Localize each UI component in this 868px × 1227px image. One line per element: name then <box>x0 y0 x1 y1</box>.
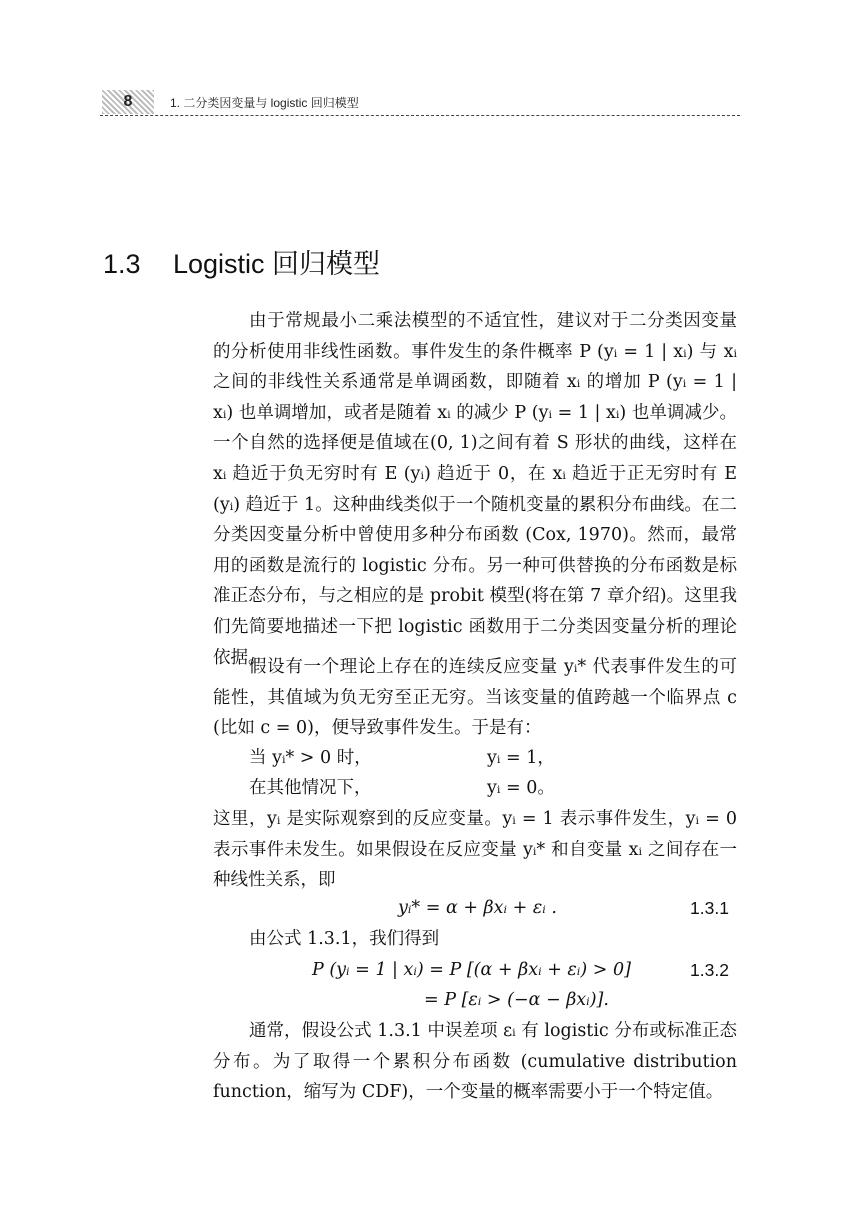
condition-case-2: 在其他情况下， <box>249 778 372 798</box>
running-title: 1. 二分类因变量与 logistic 回归模型 <box>170 96 359 110</box>
paragraph-from-formula: 由公式 1.3.1，我们得到 <box>249 929 440 949</box>
equation-number-1-3-1: 1.3.1 <box>690 898 729 918</box>
condition-case-1: 当 yᵢ* > 0 时， <box>249 748 372 768</box>
paragraph-observed-variable: 这里，yᵢ 是实际观察到的反应变量。yᵢ = 1 表示事件发生，yᵢ = 0 表示事件未发生。如果假设在反应变量 yᵢ* 和自变量 xᵢ 之间存在一种线性关系，即 <box>213 809 737 891</box>
running-header <box>100 88 740 118</box>
header-rule <box>100 115 740 116</box>
page-number: 8 <box>102 90 154 114</box>
section-title: Logistic 回归模型 <box>173 249 381 279</box>
section-number: 1.3 <box>103 249 141 279</box>
equation-1-3-2-continued: = P [εᵢ > (−α − βxᵢ)]. <box>424 990 609 1010</box>
equation-1-3-2: P (yᵢ = 1 | xᵢ) = P [(α + βxᵢ + εᵢ) > 0] <box>312 960 631 980</box>
section-heading <box>103 244 380 284</box>
equation-1-3-1: yᵢ* = α + βxᵢ + εᵢ . <box>398 898 557 918</box>
condition-result-2: yᵢ = 0。 <box>487 778 555 798</box>
paragraph-error-distribution: 通常，假设公式 1.3.1 中误差项 εᵢ 有 logistic 分布或标准正态分布。为了取得一个累积分布函数 (cumulative distribution function，缩写为 CDF)，一个变量的概率需要小于一个特定值。 <box>213 1021 737 1103</box>
paragraph-intro: 由于常规最小二乘法模型的不适宜性，建议对于二分类因变量的分析使用非线性函数。事件发生的条件概率 P (yᵢ = 1 | xᵢ) 与 xᵢ 之间的非线性关系通常是单调函数，即随着 xᵢ 的增加 P (yᵢ = 1 | xᵢ) 也单调增加，或者是随着 xᵢ 的减少 P (yᵢ = 1 | xᵢ) 也单调减少。一个自然的选择便是值域在(0, 1)之间有着 S 形状的曲线，这样在 xᵢ 趋近于负无穷时有 E (yᵢ) 趋近于 0，在 xᵢ 趋近于正无穷时有 E (yᵢ) 趋近于 1。这种曲线类似于一个随机变量的累积分布曲线。在二分类因变量分析中曾使用多种分布函数 (Cox, 1970)。然而，最常用的函数是流行的 logistic 分布。另一种可供替换的分布函数是标准正态分布，与之相应的是 probit 模型(将在第 7 章介绍)。这里我们先简要地描述一下把 logistic 函数用于二分类因变量分析的理论依据。 <box>213 311 737 668</box>
condition-result-1: yᵢ = 1， <box>487 748 555 768</box>
equation-number-1-3-2: 1.3.2 <box>690 960 729 980</box>
paragraph-latent-variable: 假设有一个理论上存在的连续反应变量 yᵢ* 代表事件发生的可能性，其值域为负无穷至正无穷。当该变量的值跨越一个临界点 c (比如 c = 0)，便导致事件发生。于是有： <box>213 657 737 739</box>
